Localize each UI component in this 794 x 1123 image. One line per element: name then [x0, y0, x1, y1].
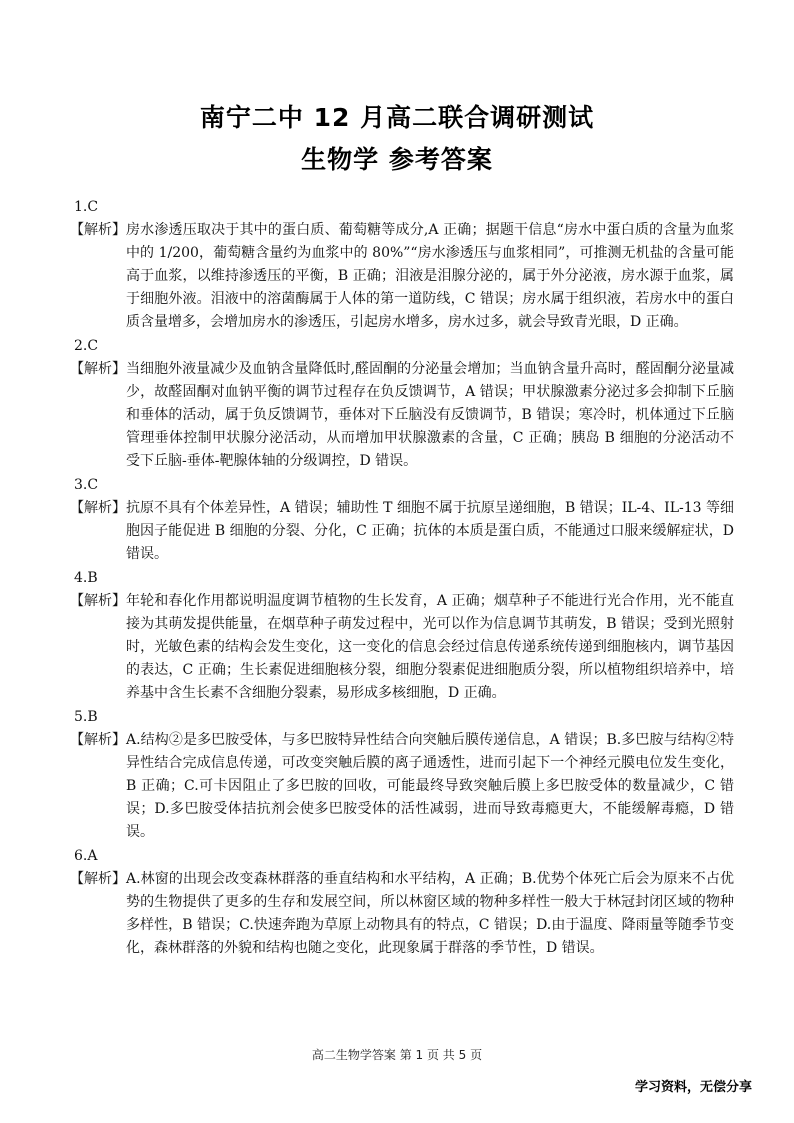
page-subtitle: 生物学 参考答案 — [301, 145, 493, 174]
question-block-5 — [70, 706, 734, 844]
question-block-2 — [70, 335, 734, 473]
question-analysis — [70, 868, 734, 960]
answer-list — [70, 196, 734, 961]
analysis-text: 年轮和春化作用都说明温度调节植物的生长发育，A 正确；烟草种子不能进行光合作用，光不能直接为其萌发提供能量，在烟草种子萌发过程中，光可以作为信息调节其萌发，B 错误；受到光照射时，光敏色素的结构会发生变化，这一变化的信息会经过信息传递系统传递到细胞核内，调节基因的表达，C 正确；生长素促进细胞核分裂，细胞分裂素促进细胞质分裂，所以植物组织培养中，培养基中含生长素不含细胞分裂素，易形成多核细胞，D 正确。 — [126, 593, 734, 701]
question-block-6 — [70, 845, 734, 960]
question-block-1 — [70, 196, 734, 334]
analysis-text: 房水渗透压取决于其中的蛋白质、葡萄糖等成分,A 正确；据题干信息“房水中蛋白质的含量为血浆中的 1/200，葡萄糖含量约为血浆中的 80%”“房水渗透压与血浆相同”，可推测无机盐的含量可能高于血浆，以维持渗透压的平衡，B 正确；泪液是泪腺分泌的，属于外分泌液，房水源于血浆，属于细胞外液。泪液中的溶菌酶属于人体的第一道防线，C 错误；房水属于组织液，若房水中的蛋白质含量增多，会增加房水的渗透压，引起房水增多，房水过多，就会导致青光眼，D 正确。 — [126, 222, 734, 330]
question-analysis — [70, 497, 734, 566]
analysis-text: A.结构②是多巴胺受体，与多巴胺特异性结合向突触后膜传递信息，A 错误；B.多巴胺与结构②特异性结合完成信息传递，可改变突触后膜的离子通透性，进而引起下一个神经元膜电位发生变化，B 正确；C.可卡因阻止了多巴胺的回收，可能最终导致突触后膜上多巴胺受体的数量减少，C 错误；D.多巴胺受体拮抗剂会使多巴胺受体的活性减弱，进而导致毒瘾更大，不能缓解毒瘾，D 错误。 — [126, 732, 734, 840]
question-number: 1.C — [74, 199, 99, 215]
question-analysis — [70, 590, 734, 705]
question-number: 2.C — [74, 338, 99, 354]
question-number: 3.C — [74, 477, 99, 493]
analysis-label: 【解析】 — [70, 732, 126, 748]
question-number: 6.A — [74, 848, 98, 864]
analysis-label: 【解析】 — [70, 361, 126, 377]
question-block-3 — [70, 474, 734, 566]
analysis-text: A.林窗的出现会改变森林群落的垂直结构和水平结构，A 正确；B.优势个体死亡后会为原来不占优势的生物提供了更多的生存和发展空间，所以林窗区域的物种多样性一般大于林冠封闭区域的物种多样性，B 错误；C.快速奔跑为草原上动物具有的特点，C 错误；D.由于温度、降雨量等随季节变化，森林群落的外貌和结构也随之变化，此现象属于群落的季节性，D 错误。 — [126, 871, 734, 956]
question-analysis — [70, 358, 734, 473]
question-number: 5.B — [74, 709, 98, 725]
question-analysis — [70, 219, 734, 334]
question-analysis — [70, 729, 734, 844]
analysis-label: 【解析】 — [70, 500, 126, 516]
question-number: 4.B — [74, 570, 98, 586]
page-footer: 高二生物学答案 第 1 页 共 5 页 — [311, 1048, 483, 1062]
question-block-4 — [70, 567, 734, 705]
analysis-label: 【解析】 — [70, 593, 126, 609]
analysis-text: 当细胞外液量减少及血钠含量降低时,醛固酮的分泌量会增加；当血钠含量升高时，醛固酮分泌量减少，故醛固酮对血钠平衡的调节过程存在负反馈调节，A 错误；甲状腺激素分泌过多会抑制下丘脑和垂体的活动，属于负反馈调节，垂体对下丘脑没有反馈调节，B 错误；寒冷时，机体通过下丘脑管理垂体控制甲状腺分泌活动，从而增加甲状腺激素的含量，C 正确；胰岛 B 细胞的分泌活动不受下丘脑-垂体-靶腺体轴的分级调控，D 错误。 — [126, 361, 734, 469]
analysis-text: 抗原不具有个体差异性，A 错误；辅助性 T 细胞不属于抗原呈递细胞，B 错误；IL-4、IL-13 等细胞因子能促进 B 细胞的分裂、分化，C 正确；抗体的本质是蛋白质，不能通过口服来缓解症状，D 错误。 — [126, 500, 734, 562]
analysis-label: 【解析】 — [70, 222, 126, 238]
share-watermark: 学习资料，无偿分享 — [634, 1080, 752, 1095]
analysis-label: 【解析】 — [70, 871, 126, 887]
page-title: 南宁二中 12 月高二联合调研测试 — [199, 103, 595, 132]
